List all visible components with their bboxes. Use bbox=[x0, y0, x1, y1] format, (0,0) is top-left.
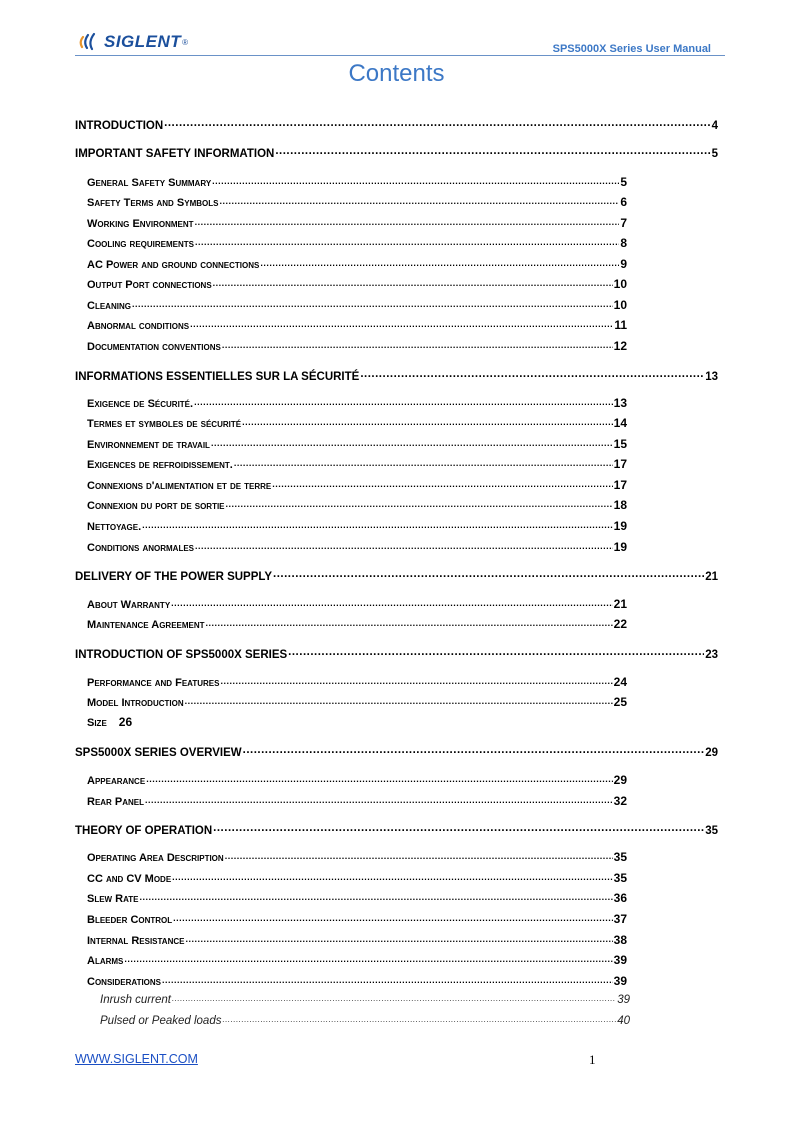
toc-entry-label: Operating Area Description bbox=[87, 852, 224, 864]
toc-entry-page: 21 bbox=[705, 570, 718, 583]
toc-dot-leader bbox=[213, 822, 704, 834]
toc-entry-label: SPS5000X SERIES OVERVIEW bbox=[75, 746, 242, 759]
toc-entry-label: Pulsed or Peaked loads bbox=[100, 1015, 222, 1027]
toc-dot-leader bbox=[212, 177, 619, 186]
toc-entry-page: 9 bbox=[620, 257, 627, 271]
toc-entry-label: Abnormal conditions bbox=[87, 320, 190, 332]
toc-section-entry[interactable] bbox=[87, 773, 627, 787]
toc-dot-leader bbox=[194, 398, 613, 407]
toc-dot-leader bbox=[124, 955, 612, 964]
toc-entry-label: Rear Panel bbox=[87, 796, 145, 808]
toc-dot-leader bbox=[360, 368, 704, 380]
toc-entry-page: 36 bbox=[613, 891, 627, 905]
toc-section-entry[interactable] bbox=[87, 912, 627, 926]
toc-dot-leader bbox=[234, 459, 613, 468]
toc-dot-leader bbox=[171, 599, 612, 608]
toc-dot-leader bbox=[288, 646, 704, 658]
toc-section-entry[interactable] bbox=[87, 871, 627, 885]
toc-section-entry[interactable] bbox=[87, 236, 627, 250]
toc-entry-label: Cleaning bbox=[87, 300, 131, 312]
toc-entry-label: AC Power and ground connections bbox=[87, 259, 260, 271]
toc-entry-page: 14 bbox=[613, 416, 627, 430]
toc-entry-page: 15 bbox=[613, 437, 627, 451]
toc-dot-leader bbox=[211, 439, 613, 448]
toc-section-entry[interactable] bbox=[87, 457, 627, 471]
toc-entry-page: 29 bbox=[613, 773, 627, 787]
toc-entry-page: 17 bbox=[613, 457, 627, 471]
toc-dot-leader bbox=[185, 935, 612, 944]
logo bbox=[78, 31, 188, 53]
toc-entry-label: Performance and Features bbox=[87, 677, 220, 689]
toc-entry-page: 39 bbox=[617, 994, 630, 1006]
toc-entry-page: 18 bbox=[613, 498, 627, 512]
toc-entry-page: 4 bbox=[711, 119, 718, 132]
toc-dot-leader bbox=[145, 796, 613, 805]
toc-entry-page: 22 bbox=[613, 617, 627, 631]
header-rule bbox=[75, 55, 725, 56]
toc-section-entry[interactable] bbox=[87, 519, 627, 533]
toc-dot-leader bbox=[272, 480, 612, 489]
toc-entry-page: 35 bbox=[613, 850, 627, 864]
toc-section-entry[interactable] bbox=[87, 175, 627, 189]
toc-chapter-entry[interactable] bbox=[75, 822, 718, 837]
toc-dot-leader bbox=[213, 279, 613, 288]
toc-section-entry[interactable] bbox=[87, 675, 627, 689]
toc-entry-page: 23 bbox=[705, 648, 718, 661]
toc-dot-leader bbox=[206, 619, 613, 628]
toc-dot-leader bbox=[275, 145, 710, 157]
toc-entry-label: Considerations bbox=[87, 976, 162, 988]
toc-entry-page: 35 bbox=[613, 871, 627, 885]
toc-dot-leader bbox=[222, 341, 613, 350]
toc-entry-label: About Warranty bbox=[87, 599, 171, 611]
toc-entry-page: 39 bbox=[613, 974, 627, 988]
toc-chapter-entry[interactable] bbox=[75, 744, 718, 759]
toc-dot-leader bbox=[164, 117, 710, 129]
toc-entry-label: INTRODUCTION OF SPS5000X SERIES bbox=[75, 648, 288, 661]
toc-chapter-entry[interactable] bbox=[75, 568, 718, 583]
toc-section-entry[interactable] bbox=[87, 298, 627, 312]
toc-entry-page: 8 bbox=[620, 236, 627, 250]
toc-entry-label: Exigence de Sécurité. bbox=[87, 398, 194, 410]
toc-entry-label: Slew Rate bbox=[87, 893, 139, 905]
toc-section-entry[interactable] bbox=[87, 437, 627, 451]
toc-section-entry[interactable] bbox=[87, 933, 627, 947]
toc-dot-leader bbox=[195, 238, 619, 247]
toc-entry-page: 35 bbox=[705, 824, 718, 837]
toc-entry-label: Size bbox=[87, 717, 107, 729]
toc-dot-leader bbox=[140, 893, 613, 902]
toc-entry-label: Output Port connections bbox=[87, 279, 212, 291]
toc-section-entry[interactable] bbox=[87, 257, 627, 271]
toc-entry-label: Internal Resistance bbox=[87, 935, 185, 947]
footer-website-link[interactable]: WWW.SIGLENT.COM bbox=[75, 1052, 198, 1066]
toc-entry-label: Connexions d'alimentation et de terre bbox=[87, 480, 272, 492]
toc-dot-leader bbox=[142, 521, 613, 530]
logo-registered-mark: ® bbox=[182, 37, 189, 47]
toc-entry-label: Documentation conventions bbox=[87, 341, 221, 353]
toc-entry-label: General Safety Summary bbox=[87, 177, 212, 189]
toc-dot-leader bbox=[195, 218, 620, 227]
toc-section-entry[interactable] bbox=[87, 339, 627, 353]
toc-entry-page: 26 bbox=[118, 715, 133, 729]
toc-dot-leader bbox=[219, 197, 619, 206]
toc-entry-label: Conditions anormales bbox=[87, 542, 194, 554]
toc-dot-leader bbox=[242, 418, 613, 427]
toc-entry-label: Alarms bbox=[87, 955, 124, 967]
toc-entry-label: Environnement de travail bbox=[87, 439, 210, 451]
toc-section-entry[interactable] bbox=[87, 277, 627, 291]
toc-dot-leader bbox=[173, 914, 612, 923]
toc-entry-page: 11 bbox=[614, 318, 627, 332]
toc-entry-page: 13 bbox=[705, 370, 718, 383]
toc-section-entry[interactable] bbox=[87, 794, 627, 808]
toc-entry-label: INTRODUCTION bbox=[75, 119, 164, 132]
toc-entry-page: 29 bbox=[705, 746, 718, 759]
page-title: Contents bbox=[348, 60, 445, 87]
toc-entry-page: 5 bbox=[620, 175, 627, 189]
toc-entry-page: 25 bbox=[613, 695, 627, 709]
toc-entry-page: 24 bbox=[613, 675, 627, 689]
toc-entry-label: Working Environment bbox=[87, 218, 194, 230]
toc-entry-page: 5 bbox=[711, 147, 718, 160]
toc-entry-page: 39 bbox=[613, 953, 627, 967]
toc-entry-page: 12 bbox=[613, 339, 627, 353]
toc-subsection-entry[interactable] bbox=[100, 1015, 630, 1027]
toc-dot-leader bbox=[172, 995, 616, 1003]
toc-entry-label: INFORMATIONS ESSENTIELLES SUR LA SÉCURITÉ bbox=[75, 370, 360, 383]
toc-dot-leader bbox=[146, 775, 612, 784]
toc-entry-label: Appearance bbox=[87, 775, 146, 787]
toc-entry-page: 17 bbox=[613, 478, 627, 492]
toc-entry-page: 32 bbox=[613, 794, 627, 808]
toc-dot-leader bbox=[243, 744, 705, 756]
toc-entry-label: CC and CV Mode bbox=[87, 873, 172, 885]
toc-entry-label: Termes et symboles de sécurité bbox=[87, 418, 242, 430]
manual-title: SPS5000X Series User Manual bbox=[552, 43, 711, 55]
toc-section-entry[interactable] bbox=[87, 617, 627, 631]
toc-entry-page: 21 bbox=[613, 597, 627, 611]
toc-dot-leader bbox=[260, 259, 619, 268]
toc-entry-label: DELIVERY OF THE POWER SUPPLY bbox=[75, 570, 273, 583]
toc-section-entry[interactable] bbox=[87, 597, 627, 611]
toc-entry-label: Nettoyage. bbox=[87, 521, 142, 533]
toc-entry-label: Bleeder Control bbox=[87, 914, 173, 926]
toc-section-entry[interactable] bbox=[87, 953, 627, 967]
toc-entry-label: Model Introduction bbox=[87, 697, 184, 709]
toc-entry-page: 38 bbox=[613, 933, 627, 947]
toc-entry-label: Exigences de refroidissement. bbox=[87, 459, 233, 471]
toc-entry-page: 10 bbox=[613, 277, 627, 291]
toc-entry-page: 19 bbox=[613, 540, 627, 554]
toc-dot-leader bbox=[226, 500, 613, 509]
toc-entry-page: 13 bbox=[613, 396, 627, 410]
toc-section-entry[interactable] bbox=[87, 891, 627, 905]
logo-text: SIGLENT bbox=[104, 32, 182, 51]
toc-subsection-entry[interactable] bbox=[100, 994, 630, 1006]
toc-entry-label: Maintenance Agreement bbox=[87, 619, 205, 631]
toc-dot-leader bbox=[220, 677, 612, 686]
toc-entry-label: Inrush current bbox=[100, 994, 171, 1006]
toc-chapter-entry[interactable] bbox=[75, 646, 718, 661]
toc-section-entry[interactable] bbox=[87, 478, 627, 492]
toc-section-entry[interactable] bbox=[87, 216, 627, 230]
toc-section-entry[interactable] bbox=[87, 195, 627, 209]
toc-entry-page: 7 bbox=[620, 216, 627, 230]
toc-section-entry[interactable] bbox=[87, 396, 627, 410]
toc-entry-page: 19 bbox=[613, 519, 627, 533]
siglent-logo-icon bbox=[78, 32, 102, 52]
toc-dot-leader bbox=[132, 300, 613, 309]
toc-section-entry[interactable] bbox=[87, 974, 627, 988]
toc-section-entry[interactable] bbox=[87, 540, 627, 554]
toc-dot-leader bbox=[195, 542, 613, 551]
toc-entry[interactable] bbox=[87, 715, 132, 729]
toc-dot-leader bbox=[225, 852, 613, 861]
toc-entry-page: 6 bbox=[620, 195, 627, 209]
toc-entry-label: IMPORTANT SAFETY INFORMATION bbox=[75, 147, 275, 160]
toc-chapter-entry[interactable] bbox=[75, 368, 718, 383]
toc-entry-label: THEORY OF OPERATION bbox=[75, 824, 213, 837]
toc-entry-label: Connexion du port de sortie bbox=[87, 500, 225, 512]
toc-chapter-entry[interactable] bbox=[75, 145, 718, 160]
footer-page-number: 1 bbox=[589, 1052, 596, 1067]
toc-section-entry[interactable] bbox=[87, 850, 627, 864]
toc-entry-page: 10 bbox=[613, 298, 627, 312]
toc-section-entry[interactable] bbox=[87, 318, 627, 332]
toc-section-entry[interactable] bbox=[87, 498, 627, 512]
toc-dot-leader bbox=[273, 568, 704, 580]
toc-entry-page: 40 bbox=[617, 1015, 630, 1027]
toc-chapter-entry[interactable] bbox=[75, 117, 718, 132]
toc-dot-leader bbox=[222, 1016, 616, 1024]
toc-dot-leader bbox=[162, 976, 613, 985]
toc-section-entry[interactable] bbox=[87, 416, 627, 430]
toc-entry-label: Cooling requirements bbox=[87, 238, 195, 250]
toc-entry-label: Safety Terms and Symbols bbox=[87, 197, 219, 209]
toc-dot-leader bbox=[190, 320, 613, 329]
toc-entry-page: 37 bbox=[613, 912, 627, 926]
toc-section-entry[interactable] bbox=[87, 695, 627, 709]
toc-dot-leader bbox=[185, 697, 613, 706]
toc-dot-leader bbox=[172, 873, 612, 882]
